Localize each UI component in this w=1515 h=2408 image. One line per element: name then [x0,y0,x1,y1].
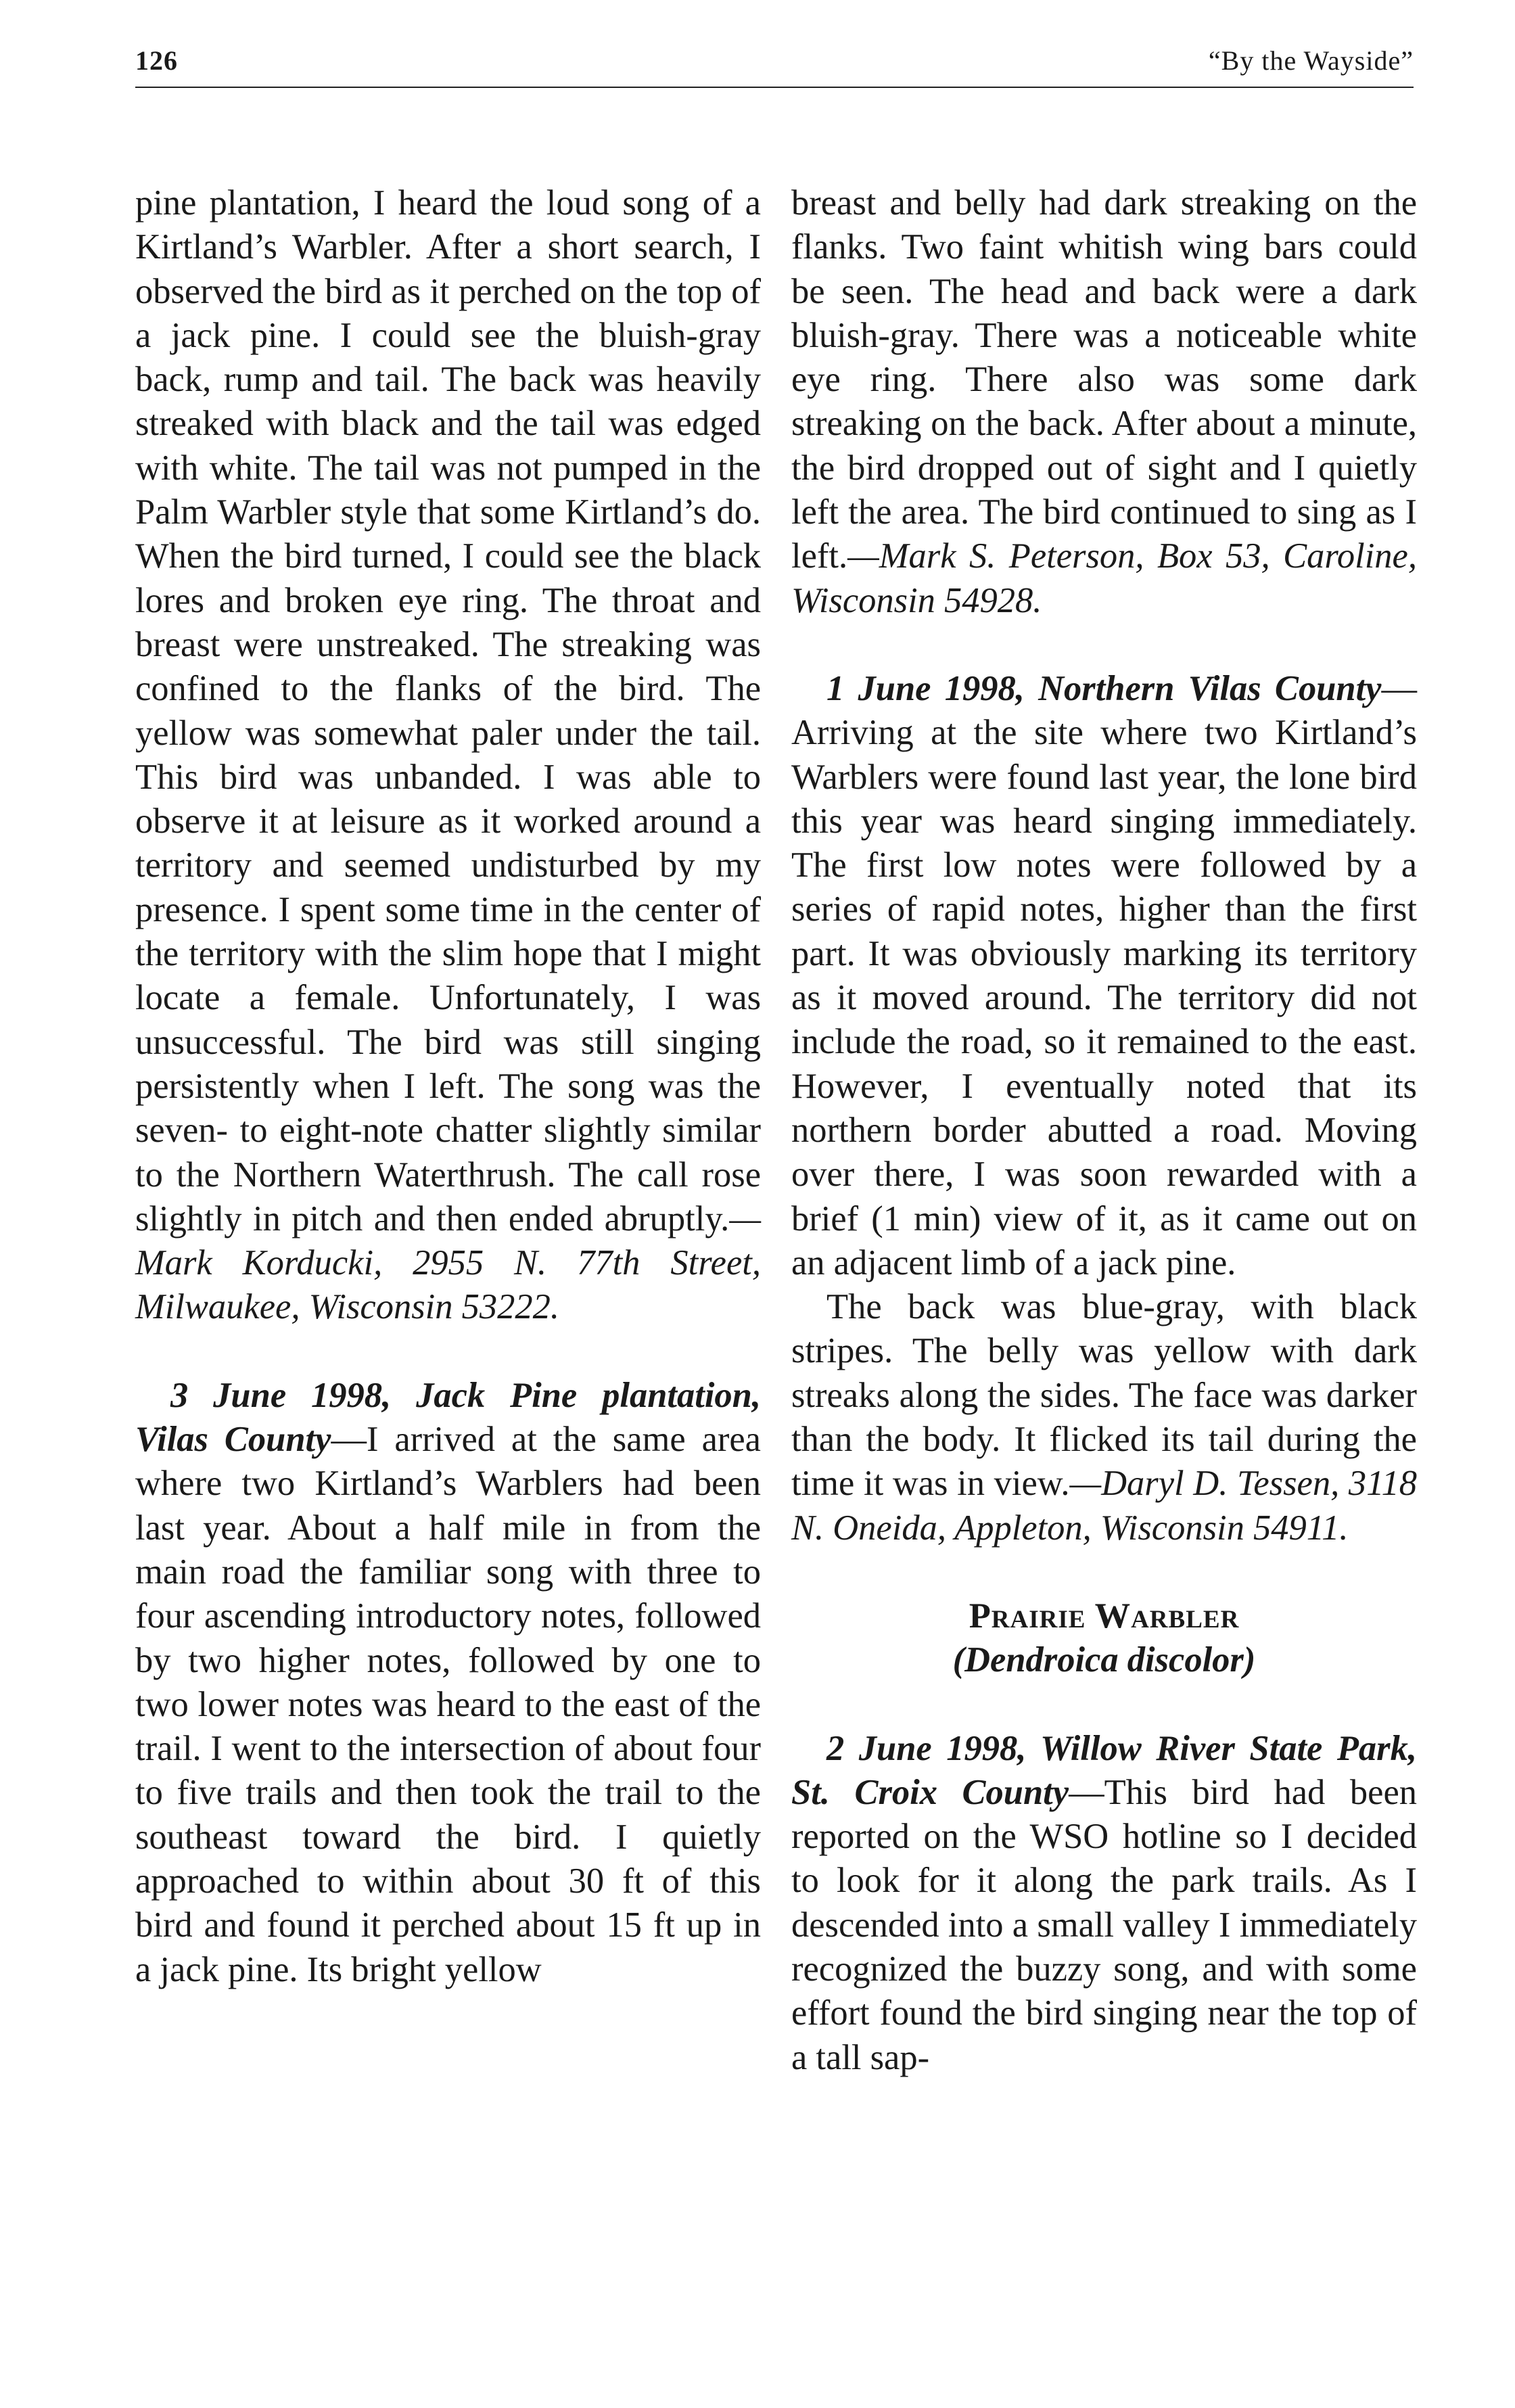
paragraph-text: —This bird had been reported on the WSO hotline so I decided to look for it along the park trails. As I descended into a small valley I immediately recognized the buzzy song, and with some effort found the bird singing near the top of a tall sap- [791,1772,1418,2077]
page-number: 126 [135,45,178,76]
paragraph [791,1727,1417,2080]
paragraph-text: —I arrived at the same area where two Kirtland’s Warblers had been last year. About a half mile in from the main road the familiar song with three to four ascending introductory notes, followed by two higher notes, followed by one to two lower notes was heard to the east of the trail. I went to the intersection of about four to five trails and then took the trail to the southeast toward the bird. I quietly approached to within about 30 ft of this bird and found it perched about 15 ft up in a jack pine. Its bright yellow [135,1420,761,1989]
paragraph [791,181,1417,623]
right-column [791,181,1417,2080]
paragraph-text: —Arriving at the site where two Kirtland’s Warblers were found last year, the lone bird this year was heard singing immediately. The first low notes were followed by a series of rapid notes, higher than the first part. It was obviously marking its territory as it moved around. The territory did not include the road, so it remained to the east. However, I eventually noted that its northern border abutted a road. Moving over there, I was soon rewarded with a brief (1 min) view of it, as it came out on an adjacent limb of a jack pine. [791,668,1417,1282]
observation-heading: 3 June 1998, Jack Pine plantation, Vilas County [135,1375,761,1460]
species-common-name: Prairie Warbler [969,1596,1240,1636]
observer-signature: —Mark Korducki, 2955 N. 77th Street, Milwaukee, Wisconsin 53222. [135,1199,761,1327]
paragraph [135,181,761,1330]
paragraph-text: pine plantation, I heard the loud song of a Kirtland’s Warbler. After a short search, I observed the bird as it perched on the top of a jack pine. I could see the bluish-gray back, rump and tail. The back was heavily streaked with black and the tail was edged with white. The tail was not pumped in the Palm Warbler style that some Kirtland’s do. When the bird turned, I could see the black lores and broken eye ring. The throat and breast were unstreaked. The streaking was confined to the flanks of the bird. The yellow was somewhat paler under the tail. This bird was unbanded. I was able to observe it at leisure as it worked around a territory and seemed undisturbed by my presence. I spent some time in the center of the territory with the slim hope that I might locate a female. Unfortunately, I was unsuccessful. The bird was still singing persistently when I left. The song was the seven- to eight-note chatter slightly similar to the Northern Waterthrush. The call rose slightly in pitch and then ended abruptly. [135,183,761,1238]
paren-open: ( [952,1640,965,1680]
paragraph-text: The back was blue-gray, with black stripes. The belly was yellow with dark streaks along the sides. The face was darker than the body. It flicked its tail during the time it was in view. [791,1287,1417,1504]
observer-signature: —Daryl D. Tessen, 3118 N. Oneida, Appleton, Wisconsin 54911. [791,1464,1418,1548]
paragraph [791,667,1417,1285]
observation-heading: 2 June 1998, Willow River State Park, St. Croix County [791,1728,1417,1812]
species-latin-name: Dendroica discolor [964,1640,1244,1680]
running-title: “By the Wayside” [1208,45,1414,76]
observation-heading: 1 June 1998, Northern Vilas County [826,668,1382,708]
paragraph [791,1285,1417,1550]
paren-close: ) [1243,1640,1256,1680]
running-header [135,39,1414,88]
species-heading [791,1594,1417,1683]
paragraph-text: breast and belly had dark streaking on the flanks. Two faint whitish wing bars could be seen. The head and back were a dark bluish-gray. There was a noticeable white eye ring. There also was some dark streaking on the back. After about a minute, the bird dropped out of sight and I quietly left the area. The bird continued to sing as I left. [791,183,1417,576]
observer-signature: —Mark S. Peterson, Box 53, Caroline, Wisconsin 54928. [791,536,1417,620]
paragraph [135,1374,761,1992]
left-column [135,181,761,1992]
